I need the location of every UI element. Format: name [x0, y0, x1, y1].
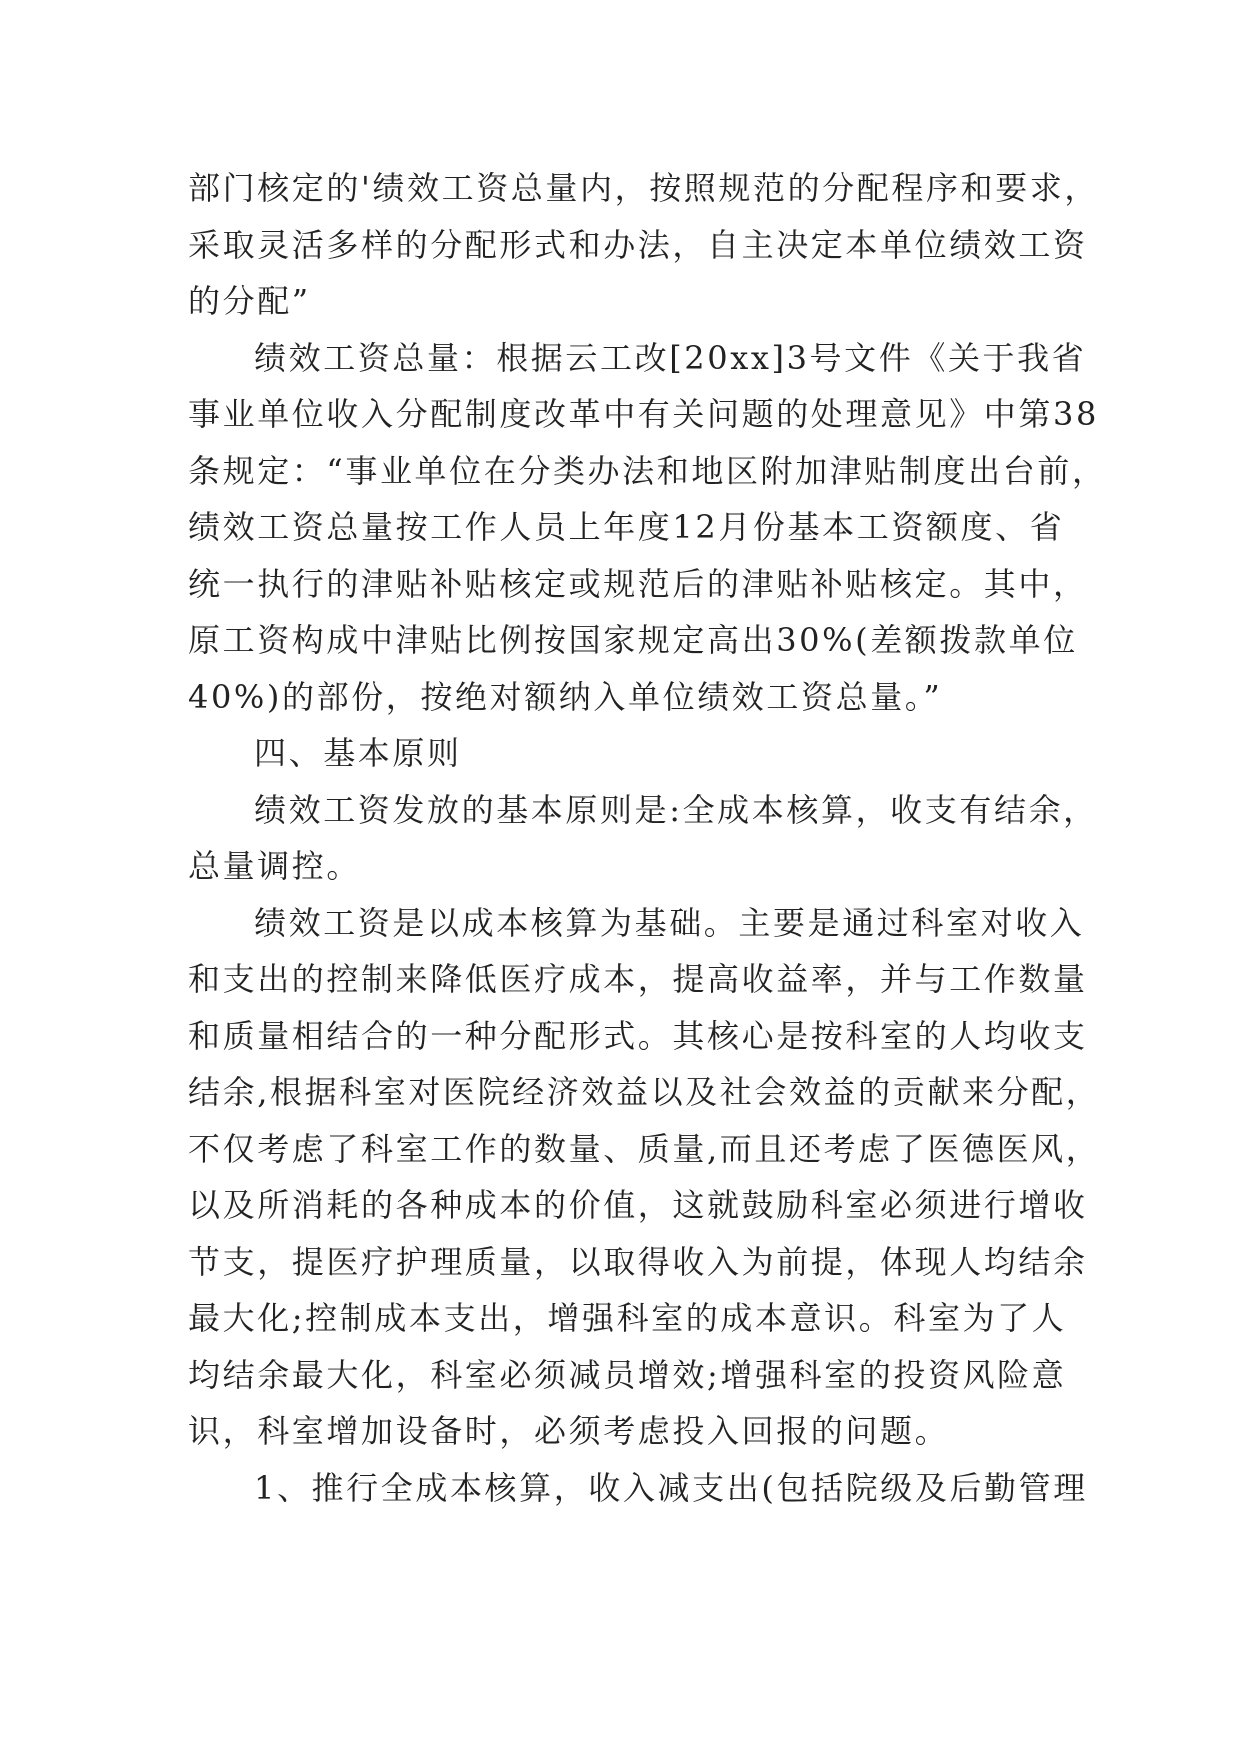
text-line: 和质量相结合的一种分配形式。其核心是按科室的人均收支 [188, 1016, 1088, 1055]
text-line: 的分配” [188, 282, 311, 320]
text-line: 以及所消耗的各种成本的价值，这就鼓励科室必须进行增收 [188, 1186, 1088, 1224]
text-line: 和支出的控制来降低医疗成本，提高收益率，并与工作数量 [188, 960, 1088, 998]
section-heading: 四、基本原则 [254, 734, 462, 772]
paragraph-start-line: 绩效工资发放的基本原则是:全成本核算，收支有结余， [254, 790, 1098, 829]
text-line: 不仅考虑了科室工作的数量、质量,而且还考虑了医德医风， [188, 1129, 1101, 1168]
text-line: 采取灵活多样的分配形式和办法，自主决定本单位绩效工资 [188, 225, 1088, 264]
text-line: 结余,根据科室对医院经济效益以及社会效益的贡献来分配， [188, 1073, 1101, 1111]
document-body [188, 160, 1107, 1516]
paragraph-start-line: 绩效工资是以成本核算为基础。主要是通过科室对收入 [254, 903, 1085, 942]
text-line: 均结余最大化，科室必须减员增效;增强科室的投资风险意 [188, 1355, 1067, 1394]
text-line: 最大化;控制成本支出，增强科室的成本意识。科室为了人 [188, 1299, 1067, 1337]
list-item-line: 1、推行全成本核算，收入减支出(包括院级及后勤管理 [254, 1468, 1088, 1507]
text-line: 事业单位收入分配制度改革中有关问题的处理意见》中第38 [188, 395, 1099, 433]
text-line: 识，科室增加设备时，必须考虑投入回报的问题。 [188, 1412, 950, 1450]
paragraph-start-line: 绩效工资总量：根据云工改[20xx]3号文件《关于我省 [254, 338, 1087, 377]
text-line: 原工资构成中津贴比例按国家规定高出30%(差额拨款单位 [188, 621, 1078, 659]
text-line: 条规定：“事业单位在分类办法和地区附加津贴制度出台前， [188, 451, 1107, 490]
text-line: 节支，提医疗护理质量，以取得收入为前提，体现人均结余 [188, 1242, 1088, 1281]
text-line: 总量调控。 [188, 847, 362, 885]
text-line: 绩效工资总量按工作人员上年度12月份基本工资额度、省 [188, 508, 1065, 546]
text-line: 40%)的部份，按绝对额纳入单位绩效工资总量。” [188, 677, 943, 716]
text-line: 部门核定的'绩效工资总量内，按照规范的分配程序和要求， [188, 169, 1099, 207]
text-line: 统一执行的津贴补贴核定或规范后的津贴补贴核定。其中， [188, 564, 1088, 603]
